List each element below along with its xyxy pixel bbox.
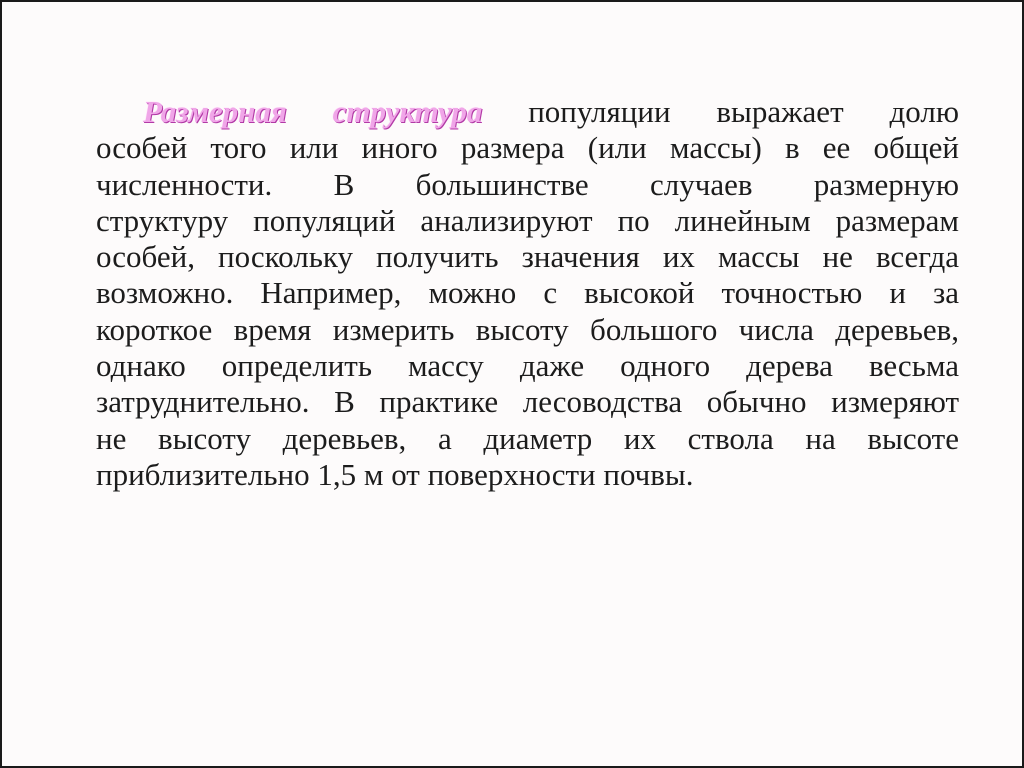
- paragraph-line-6: возможно. Например, можно с высокой точностью и за: [96, 275, 959, 311]
- paragraph-line-3: численности. В большинстве случаев размерную: [96, 166, 959, 202]
- paragraph-line-1-text: популяции выражает долю: [528, 94, 959, 129]
- paragraph-line-2: особей того или иного размера (или массы) в ее общей: [96, 130, 959, 166]
- paragraph-line-10: не высоту деревьев, а диаметр их ствола на высоте: [96, 420, 959, 456]
- paragraph-line-1: [96, 94, 959, 130]
- paragraph-line-5: особей, поскольку получить значения их массы не всегда: [96, 239, 959, 275]
- paragraph-line-4: структуру популяций анализируют по линейным размерам: [96, 202, 959, 238]
- paragraph-line-8: однако определить массу даже одного дерева весьма: [96, 348, 959, 384]
- slide-content: [96, 94, 959, 493]
- paragraph-line-7: короткое время измерить высоту большого числа деревьев,: [96, 311, 959, 347]
- paragraph-line-11: приблизительно 1,5 м от поверхности почвы.: [96, 456, 694, 492]
- body-paragraph: [96, 94, 959, 493]
- paragraph-line-9: затруднительно. В практике лесоводства обычно измеряют: [96, 384, 959, 420]
- highlighted-term: Размерная структура: [143, 94, 483, 129]
